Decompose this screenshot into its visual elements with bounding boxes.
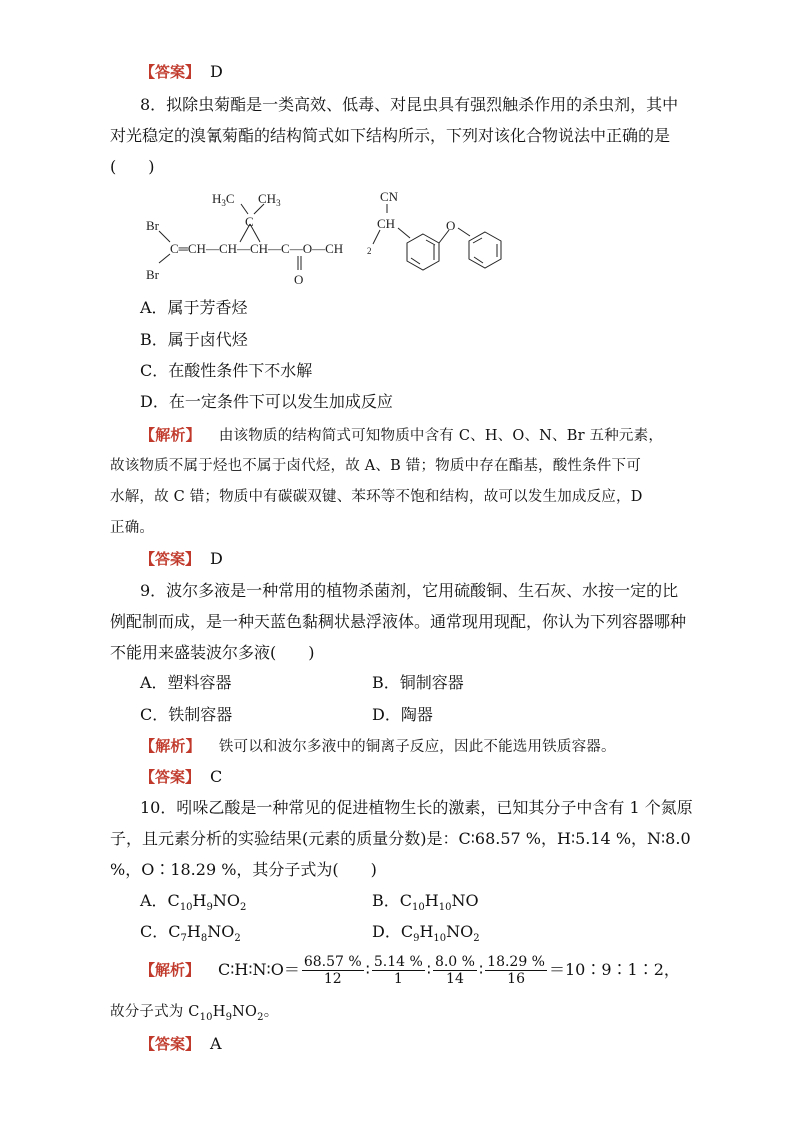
q9-analysis-line: 【解析】 铁可以和波尔多液中的铜离子反应，因此不能选用铁质容器。 [140,737,616,755]
q9-stem-line-2: 例配制而成，是一种天蓝色黏稠状悬浮液体。通常现用现配，你认为下列容器哪种 [110,612,687,631]
ch2-sub: 2 [367,246,372,256]
answer-label: 【答案】 [140,63,201,81]
q8-stem-line-2: 对光稳定的溴氰菊酯的结构简式如下结构所示，下列对该化合物说法中正确的是 [110,126,671,145]
q8-answer: D [210,549,223,568]
h3c-label: $H_3C$ [212,191,235,208]
fraction-c: $\frac{68.57 \%}{12}$ [303,954,362,987]
q7-answer-line [140,62,223,82]
q9-stem-line-3: 不能用来盛装波尔多液( ) [110,643,315,662]
q8-analysis-line-3: 水解，故 C 错；物质中有碳碳双键、苯环等不饱和结构，故可以发生加成反应，D [110,489,643,505]
q9-answer-line [140,767,222,787]
q8-stem-line-1: 8．拟除虫菊酯是一类高效、低毒、对昆虫具有强烈触杀作用的杀虫剂，其中 [140,95,679,114]
q10-stem-line-1: 10．吲哚乙酸是一种常见的促进植物生长的激素，已知其分子中含有 1 个氮原 [140,798,693,817]
analysis-label: 【解析】 [140,737,201,755]
q9-answer: C [210,767,223,786]
ch-label: CH [377,216,396,231]
answer-label: 【答案】 [140,768,201,786]
q8-answer-line [140,549,223,569]
br-bottom: Br [146,267,159,282]
q10-answer-line [140,1034,222,1054]
q8-option-a: A．属于芳香烃 [140,298,248,317]
fraction-h: $\frac{5.14 \%}{1}$ [373,954,423,987]
q8-option-b: B．属于卤代烃 [140,330,248,349]
q8-analysis-line-4: 正确。 [110,520,155,536]
q8-stem-line-3: ( ) [110,157,155,176]
q8-analysis-line-2: 故该物质不属于烃也不属于卤代烃，故 A、B 错；物质中存在酯基，酸性条件下可 [110,458,641,474]
ch3-label: $CH_3$ [258,191,281,208]
q10-option-d: D．$C_9H_{10}NO_2$ [372,922,480,945]
ether-o: O [446,218,456,233]
answer-label: 【答案】 [140,550,201,568]
q10-option-a: A．$C_{10}H_9NO_2$ [140,891,247,914]
q10-analysis-line: 【解析】 C∶H∶N∶O＝ $\frac{68.57 \%}{12}$ ∶ $\frac{5.14 \%}{1}$ ∶ $\frac{8.0 \%}{14}$ ∶ $\frac{18.29 \%}{16}$ ＝10∶9∶1∶2， [140,954,680,987]
q10-conclusion: 故分子式为 $C_{10}H_9NO_2$。 [110,1004,279,1023]
fraction-n: $\frac{8.0 \%}{14}$ [434,954,475,987]
q10-stem-line-2: 子，且元素分析的实验结果(元素的质量分数)是：C∶68.57 %，H∶5.14 %，N∶8.0 [110,829,691,848]
q9-option-d: D．陶器 [372,705,433,724]
bromocyanate-structure [140,186,540,292]
chain-text: C═CH—CH—CH—C—O—CH [170,241,344,256]
q10-stem-line-3: %，O∶18.29 %，其分子式为( ) [110,860,377,879]
analysis-label: 【解析】 [140,961,201,979]
q9-stem-line-1: 9．波尔多液是一种常用的植物杀菌剂，它用硫酸铜、生石灰、水按一定的比 [140,581,679,600]
q8-analysis-line-1: 【解析】 由该物质的结构简式可知物质中含有 C、H、O、N、Br 五种元素， [140,426,664,444]
q8-option-d: D．在一定条件下可以发生加成反应 [140,392,393,411]
q8-option-c: C．在酸性条件下不水解 [140,361,313,380]
answer-label: 【答案】 [140,1035,201,1053]
br-top: Br [146,218,159,233]
q9-option-b: B．铜制容器 [372,673,464,692]
q9-option-a: A．塑料容器 [140,673,232,692]
carbonyl-o: O [294,272,304,287]
q10-option-c: C．$C_7H_8NO_2$ [140,922,241,945]
analysis-label: 【解析】 [140,426,201,444]
fraction-o: $\frac{18.29 \%}{16}$ [487,954,545,987]
q9-option-c: C．铁制容器 [140,705,233,724]
q7-answer: D [210,62,223,81]
q10-answer: A [210,1034,222,1053]
c-top: C [245,214,254,229]
q10-option-b: B．$C_{10}H_{10}NO$ [372,891,479,914]
cn-label: CN [380,189,399,204]
